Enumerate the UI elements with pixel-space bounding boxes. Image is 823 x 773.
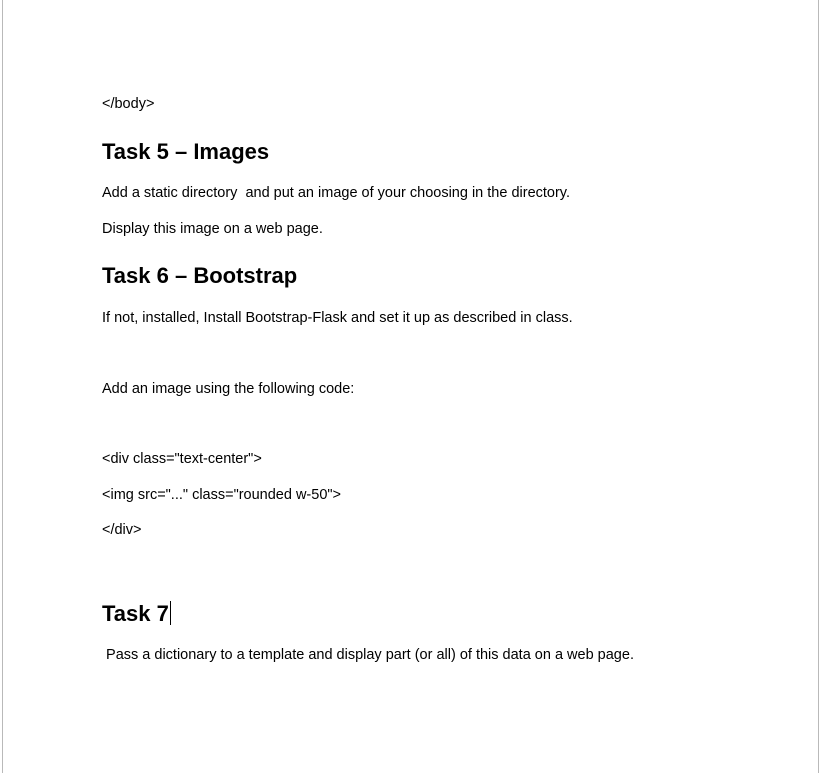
task6-heading[interactable]: Task 6 – Bootstrap (102, 263, 298, 288)
task5-paragraph-2[interactable]: Display this image on a web page. (102, 221, 323, 237)
task6-paragraph-2[interactable]: Add an image using the following code: (102, 381, 355, 397)
text-cursor (170, 601, 172, 625)
task5-heading[interactable]: Task 5 – Images (102, 139, 270, 164)
task6-paragraph-1[interactable]: If not, installed, Install Bootstrap-Flask and set it up as described in class. (102, 310, 573, 326)
task5-paragraph-1[interactable]: Add a static directory and put an image of your choosing in the directory. (102, 185, 571, 201)
task7-heading-line[interactable] (102, 601, 171, 627)
task7-paragraph-1[interactable]: Pass a dictionary to a template and display part (or all) of this data on a web page. (102, 647, 634, 663)
code-line-img[interactable]: <img src="..." class="rounded w-50"> (102, 487, 342, 503)
code-line-div-open[interactable]: <div class="text-center"> (102, 451, 262, 467)
document-page[interactable] (3, 0, 818, 773)
page-right-edge (818, 0, 819, 773)
code-line-div-close[interactable]: </div> (102, 522, 142, 538)
body-close-tag-line[interactable]: </body> (102, 96, 155, 112)
task7-heading: Task 7 (102, 601, 169, 626)
